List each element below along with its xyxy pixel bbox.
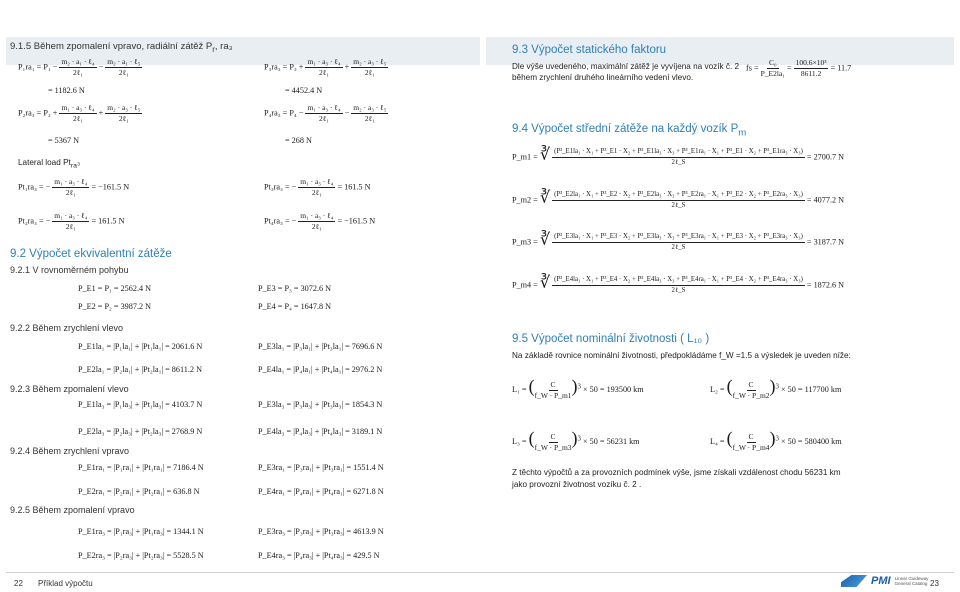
eq-251b: P_E3ra₃ = |P₃ra₃| + |Pt₃ra₃| = 4613.9 N [258, 527, 384, 536]
eq-242a: P_E2ra₁ = |P₂ra₁| + |Pt₂ra₁| = 636.8 N [78, 487, 200, 496]
heading-9-4: 9.4 Výpočet střední zátěže na každý vozík $P_m$ [512, 123, 747, 139]
val-p1ra1: = 1182.6 N [48, 86, 85, 95]
eq-222a: P_E2la₁ = |P₂la₁| + |Pt₂la₁| = 8611.2 N [78, 365, 202, 374]
heading-9-3: 9.3 Výpočet statického faktoru [512, 44, 667, 56]
heading-9-2-3: 9.2.3 Během zpomalení vlevo [10, 384, 129, 394]
cube-root-icon: ∛ [539, 146, 551, 164]
eq-232a: P_E2la₃ = |P₂la₃| + |Pt₂la₃| = 2768.9 N [78, 427, 203, 436]
eq-252b: P_E4ra₃ = |P₄ra₃| + |Pt₄ra₃| = 429.5 N [258, 551, 380, 560]
pmi-logo: PMI Linear Guideway General Catalog [841, 575, 928, 587]
paragraph-9-3-line1: Dle výše uvedeného, maximální zátěž je vyvíjena na vozík č. 2 [512, 62, 740, 71]
heading-9-2-2: 9.2.2 Během zrychlení vlevo [10, 323, 124, 333]
eq-251a: P_E1ra₃ = |P₁ra₃| + |Pt₁ra₃| = 1344.1 N [78, 527, 204, 536]
eq-pm2: P_m2 = ∛ (P³_E2la₁ · X₁ + P³_E2 · X₂ + P³_E2la₃ · X₃ + P³_E2ra₁ · X₁ + P³_E2 · X₂ + P³_E2ra₃ · X₃) 2ℓ_S = 4077.2 N [512, 189, 845, 209]
paragraph-9-5: Na základě rovnice nominální životnosti, předpokládáme f_W =1.5 a výsledek je uveden níže: [512, 351, 851, 360]
eq-221b: P_E3la₁ = |P₃la₁| + |Pt₃la₁| = 7696.6 N [258, 342, 383, 351]
cube-root-icon: ∛ [539, 189, 551, 207]
eq-242b: P_E4ra₁ = |P₄ra₁| + |Pt₄ra₁| = 6271.8 N [258, 487, 384, 496]
eq-l4: L₄ = ( $\frac{C}{f\_W \cdot P\_m4}$ )$^3$ × 50 = 580400 km [710, 428, 842, 452]
val-p4ra3: = 268 N [285, 136, 312, 145]
heading-9-5: 9.5 Výpočet nominální životnosti ( L₁₀ ) [512, 333, 710, 345]
eq-l1: L₁ = ( $\frac{C}{f\_W \cdot P\_m1}$ )$^3$ × 50 = 193500 km [512, 376, 644, 400]
footer-title: Příklad výpočtu [38, 579, 93, 588]
eq-static-factor: fs = $\frac{\text{C₀}}{\text{P\_E2la₁}}$ = $\frac{\text{100.6×10³}}{8611.2}$ = 11.7 [746, 58, 852, 78]
eq-pt2ra3: Pt₂ra₃ = − $\frac{\text{m₁ · a₃ · ℓ₄}}{\text{2ℓ₁}}$ = 161.5 N [18, 211, 125, 231]
val-p3ra3: = 4452.4 N [285, 86, 323, 95]
heading-9-2-1: 9.2.1 V rovnoměrném pohybu [10, 265, 129, 275]
eq-231a: P_E1la₃ = |P₁la₃| + |Pt₁la₃| = 4103.7 N [78, 400, 203, 409]
eq-pt3ra3: Pt₃ra₃ = − $\frac{\text{m₁ · a₃ · ℓ₄}}{\text{2ℓ₁}}$ = 161.5 N [264, 177, 371, 197]
eq-pt1ra3: Pt₁ra₃ = − $\frac{\text{m₁ · a₃ · ℓ₄}}{\text{2ℓ₁}}$ = −161.5 N [18, 177, 130, 197]
eq-241b: P_E3ra₁ = |P₃ra₁| + |Pt₃ra₁| = 1551.4 N [258, 463, 384, 472]
eq-pt4ra3: Pt₄ra₃ = − $\frac{\text{m₁ · a₃ · ℓ₄}}{\text{2ℓ₁}}$ = −161.5 N [264, 211, 376, 231]
paragraph-9-3-line2: během zrychlení druhého lineárního vedení vlevo. [512, 73, 694, 82]
eq-pe2: P_E2 = P₂ = 3987.2 N [78, 302, 152, 311]
cube-root-icon: ∛ [539, 231, 551, 249]
eq-l2: L₂ = ( $\frac{C}{f\_W \cdot P\_m2}$ )$^3$ × 50 = 117700 km [710, 376, 842, 400]
heading-9-2: 9.2 Výpočet ekvivalentní zátěže [10, 248, 172, 260]
heading-9-2-5: 9.2.5 Během zpomalení vpravo [10, 505, 135, 515]
eq-221a: P_E1la₁ = |P₁la₁| + |Pt₁la₁| = 2061.6 N [78, 342, 203, 351]
lateral-load-label: Lateral load $Pt_{ra}_3$ [18, 158, 81, 170]
eq-pm3: P_m3 = ∛ (P³_E3la₁ · X₁ + P³_E3 · X₂ + P³_E3la₃ · X₃ + P³_E3ra₁ · X₁ + P³_E3 · X₂ + P³_E3ra₃ · X₃) 2ℓ_S = 3187.7 N [512, 231, 845, 251]
eq-p1ra1: P₁ra₁ = P₁ − $\frac{\text{m₂ · a₁ · ℓ₄}}{\text{2ℓ₁}}$ − $\frac{\text{m₂ · a₁ · ℓ₅}}{\text{2ℓ₁}}$ [18, 57, 141, 77]
heading-9-1-5: 9.1.5 Během zpomalení vpravo, radiální zátěž $P_r$, ra₃ [10, 41, 233, 54]
conclusion-line1: Z těchto výpočtů a za provozních podmínek výše, jsme získali vzdálenost chodu 56231 km [512, 468, 841, 477]
val-p2ra3: = 5367 N [48, 136, 79, 145]
eq-231b: P_E3la₃ = |P₃la₃| + |Pt₃la₃| = 1854.3 N [258, 400, 383, 409]
eq-p4ra3: P₄ra₃ = P₄ − $\frac{\text{m₁ · a₃ · ℓ₄}}{\text{2ℓ₁}}$ − $\frac{\text{m₂ · a₃ · ℓ₅}}{\text{2ℓ₁}}$ [264, 103, 387, 123]
eq-p2ra3: P₂ra₃ = P₂ + $\frac{\text{m₁ · a₃ · ℓ₄}}{\text{2ℓ₁}}$ + $\frac{\text{m₂ · a₃ · ℓ₅}}{\text{2ℓ₁}}$ [18, 103, 141, 123]
cube-root-icon: ∛ [539, 274, 551, 292]
page-number-right: 23 [930, 579, 939, 588]
eq-241a: P_E1ra₁ = |P₁ra₁| + |Pt₁ra₁| = 7186.4 N [78, 463, 204, 472]
eq-p3ra3: P₃ra₃ = P₃ + $\frac{\text{m₁ · a₃ · ℓ₄}}{\text{2ℓ₁}}$ + $\frac{\text{m₂ · a₃ · ℓ₅}}{\text{2ℓ₁}}$ [264, 57, 387, 77]
heading-9-2-4: 9.2.4 Během zrychlení vpravo [10, 446, 130, 456]
conclusion-line2: jako provozní životnost vozíku č. 2 . [512, 480, 642, 489]
eq-pe4: P_E4 = P₄ = 1647.8 N [258, 302, 332, 311]
eq-232b: P_E4la₃ = |P₄la₃| + |Pt₄la₃| = 3189.1 N [258, 427, 383, 436]
pmi-logo-icon [841, 575, 867, 587]
eq-pm1: P_m1 = ∛ (P³_E1la₁ · X₁ + P³_E1 · X₂ + P³_E1la₃ · X₃ + P³_E1ra₁ · X₁ + P³_E1 · X₂ + P³_E1ra₃ · X₃) 2ℓ_S = 2700.7 N [512, 146, 845, 166]
footer-divider [6, 572, 954, 573]
eq-pe1: P_E1 = P₁ = 2562.4 N [78, 284, 152, 293]
eq-222b: P_E4la₁ = |P₄la₁| + |Pt₄la₁| = 2976.2 N [258, 365, 383, 374]
eq-252a: P_E2ra₃ = |P₂ra₃| + |Pt₂ra₃| = 5528.5 N [78, 551, 204, 560]
eq-pm4: P_m4 = ∛ (P³_E4la₁ · X₁ + P³_E4 · X₂ + P³_E4la₃ · X₃ + P³_E4ra₁ · X₁ + P³_E4 · X₂ + P³_E4ra₃ · X₃) 2ℓ_S = 1872.6 N [512, 274, 845, 294]
eq-l3: L₃ = ( $\frac{C}{f\_W \cdot P\_m3}$ )$^3$ × 50 = 56231 km [512, 428, 640, 452]
page-number-left: 22 [14, 579, 23, 588]
eq-pe3: P_E3 = P₃ = 3072.6 N [258, 284, 332, 293]
